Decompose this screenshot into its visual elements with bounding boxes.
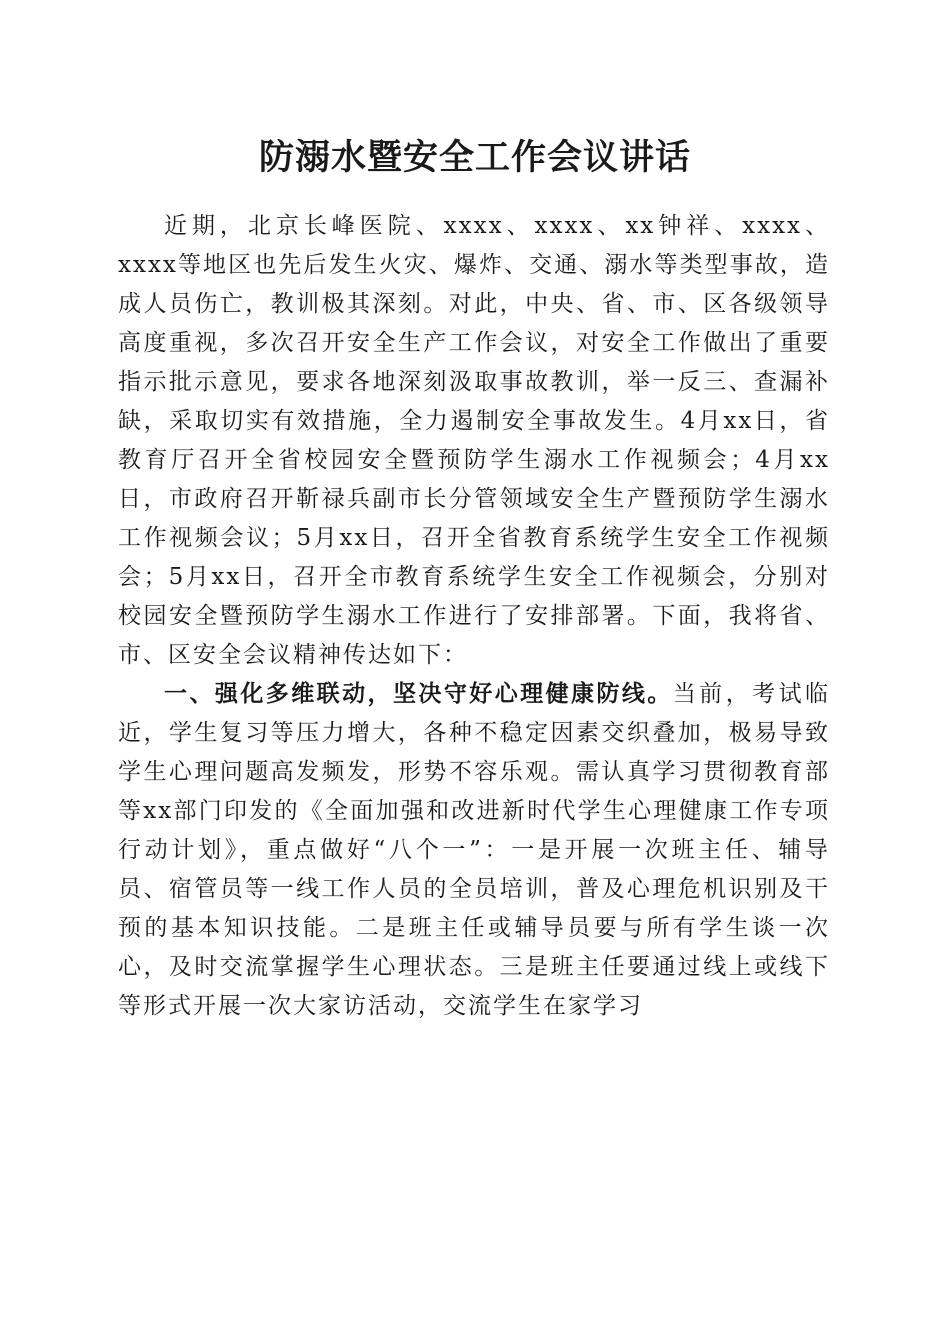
paragraph-text: 当前，考试临近，学生复习等压力增大，各种不稳定因素交织叠加，极易导致学生心理问题高发频发，形势不容乐观。需认真学习贯彻教育部等xx部门印发的《全面加强和改进新时代学生心理健康工作专项行动计划》，重点做好“八个一”：一是开展一次班主任、辅导员、宿管员等一线工作人员的全员培训，普及心理危机识别及干预的基本知识技能。二是班主任或辅导员要与所有学生谈一次心，及时交流掌握学生心理状态。三是班主任要通过线上或线下等形式开展一次大家访活动，交流学生在家学习 [118,681,831,1019]
document-title: 防溺水暨安全工作会议讲话 [258,137,691,178]
section-heading: 一、强化多维联动，坚决守好心理健康防线。 [164,681,673,707]
paragraph-section-one [118,675,830,1026]
paragraph-text: 近期，北京长峰医院、xxxx、xxxx、xx钟祥、xxxx、xxxx等地区也先后发生火灾、爆炸、交通、溺水等类型事故，造成人员伤亡，教训极其深刻。对此，中央、省、市、区各级领导高度重视，多次召开安全生产工作会议，对安全工作做出了重要指示批示意见，要求各地深刻汲取事故教训，举一反三、查漏补缺，采取切实有效措施，全力遏制安全事故发生。4月xx日，省教育厅召开全省校园安全暨预防学生溺水工作视频会；4月xx日，市政府召开靳禄兵副市长分管领域安全生产暨预防学生溺水工作视频会议；5月xx日，召开全省教育系统学生安全工作视频会；5月xx日，召开全市教育系统学生安全工作视频会，分别对校园安全暨预防学生溺水工作进行了安排部署。下面，我将省、市、区安全会议精神传达如下： [118,213,830,668]
paragraph-intro [118,207,830,675]
document-body [118,207,830,1026]
